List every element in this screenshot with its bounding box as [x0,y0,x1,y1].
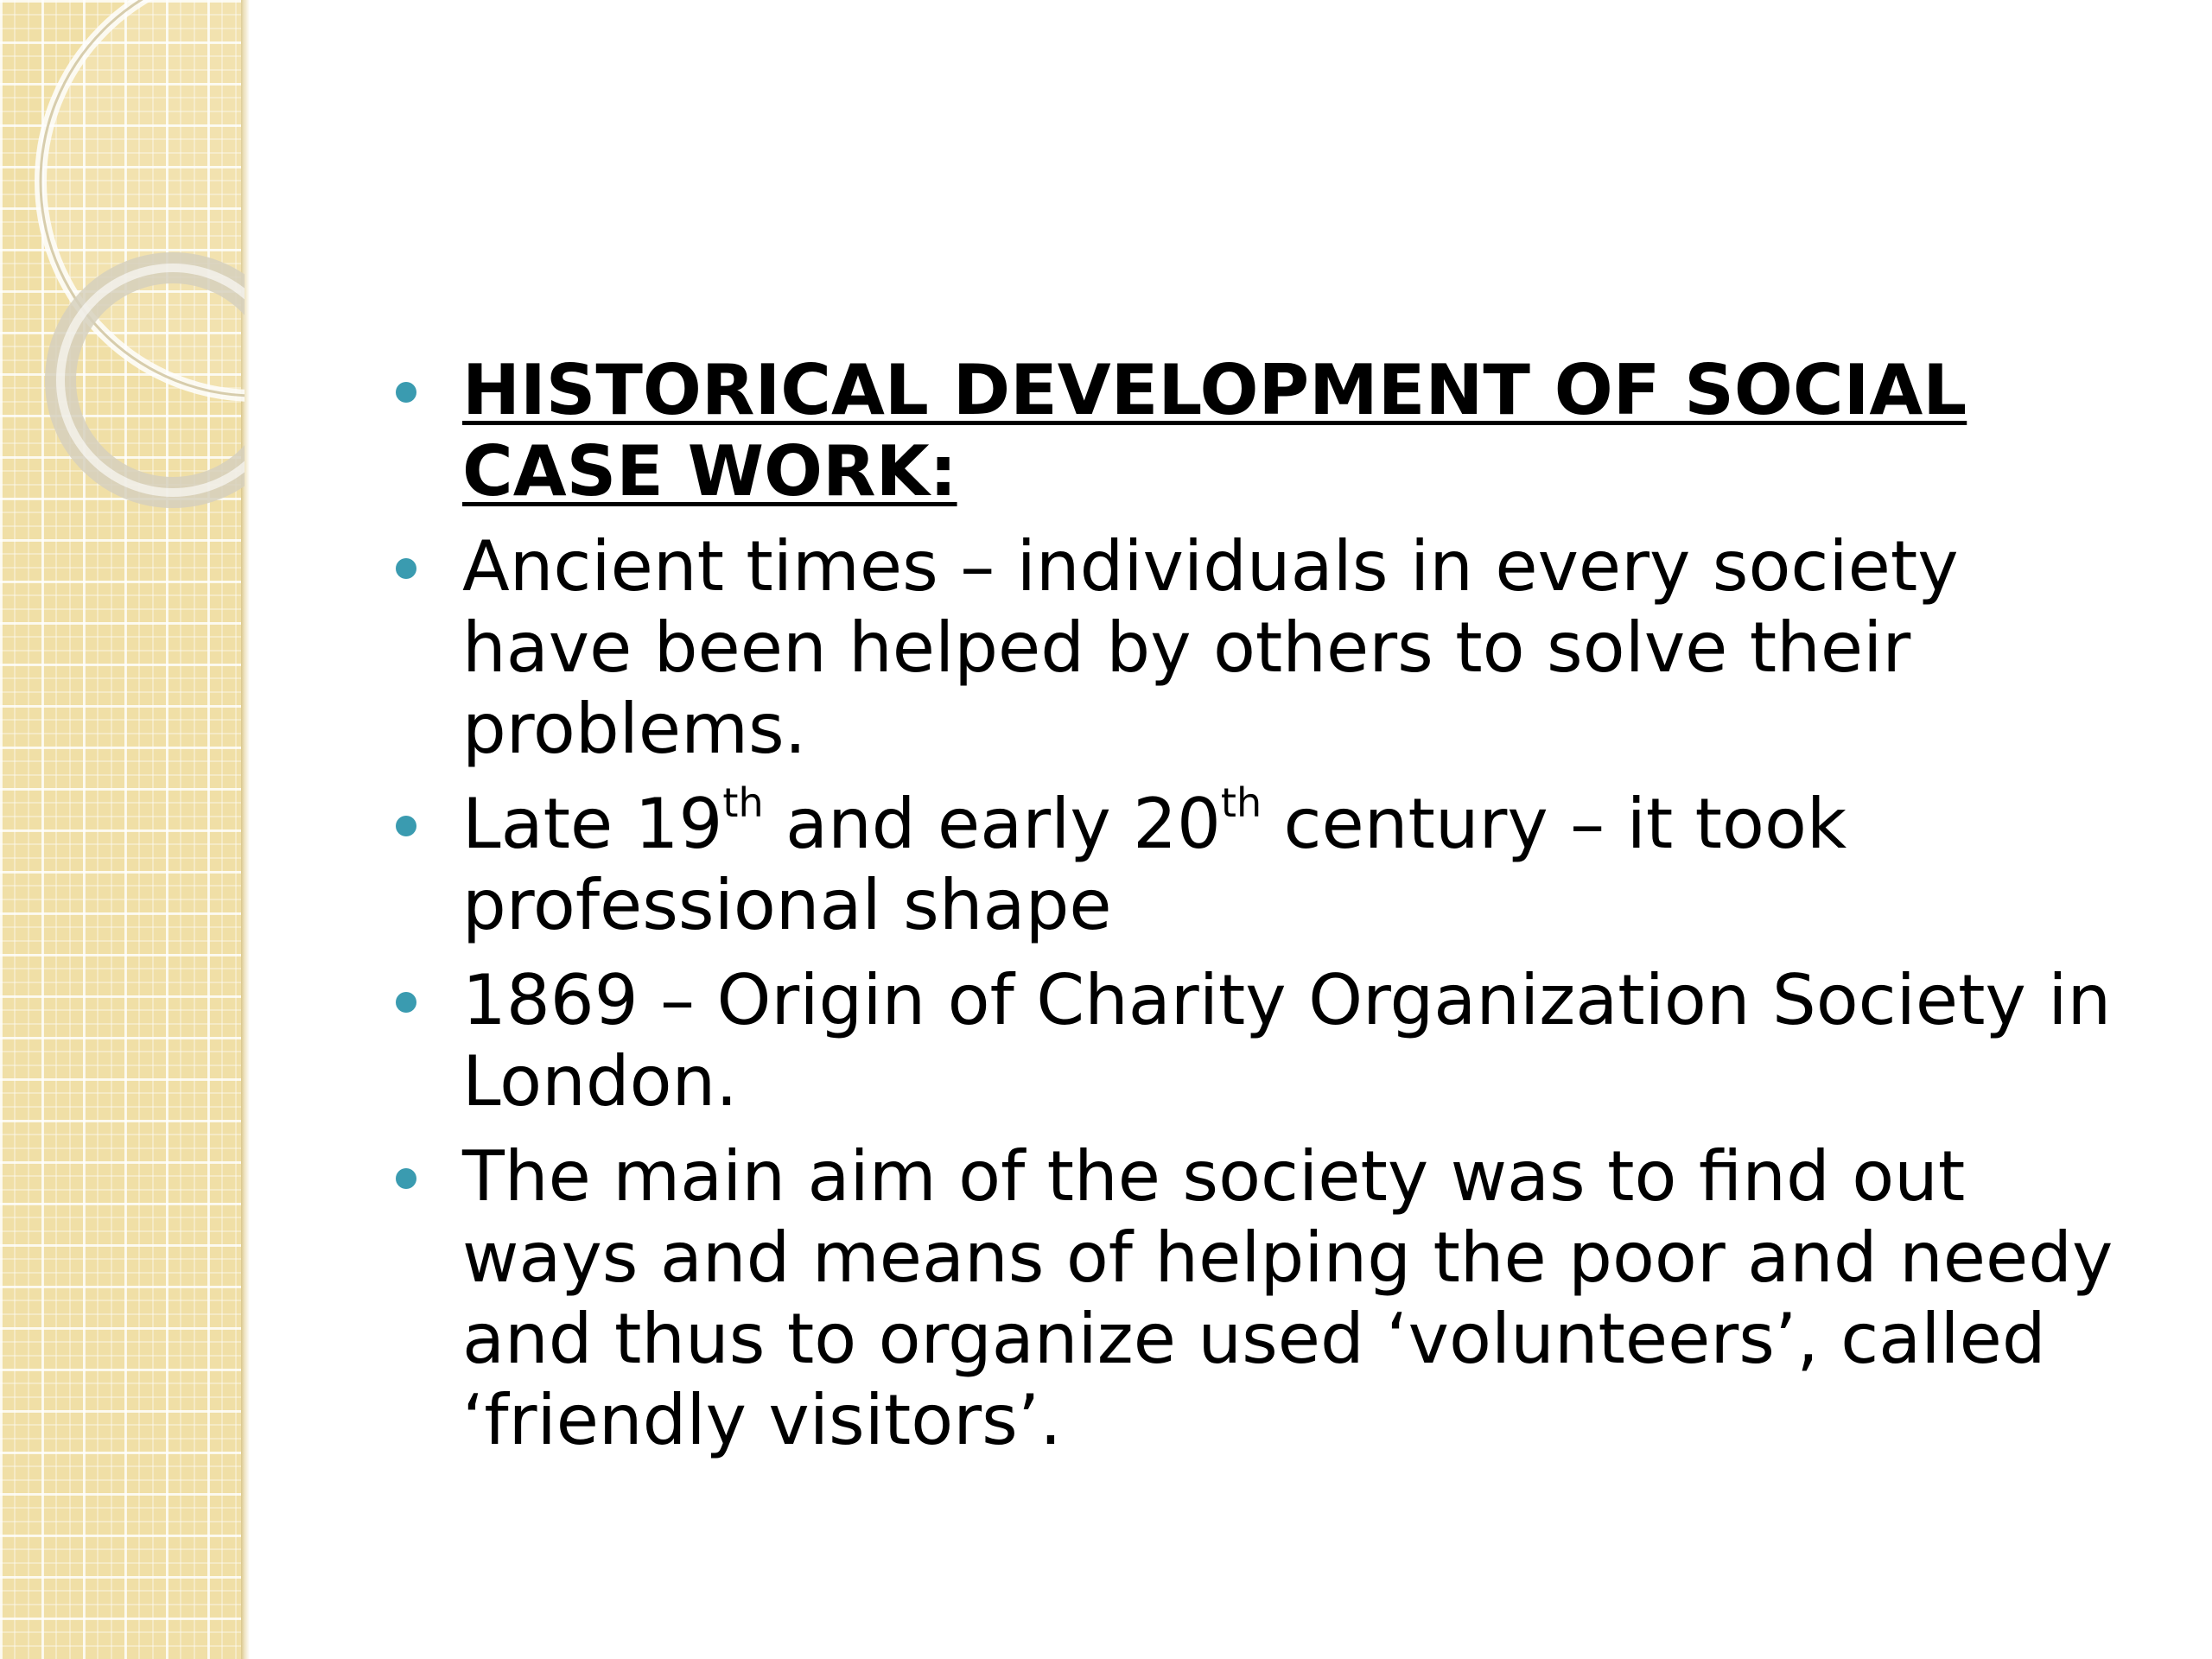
bullet-list [389,350,2143,1461]
bullet-ancient-times [389,526,2143,770]
slide-heading: HISTORICAL DEVELOPMENT OF SOCIAL CASE WORK: [462,350,1967,512]
bullet-dot-icon [396,382,416,403]
bullet-text: 1869 – Origin of Charity Organization Society in London. [462,960,2112,1122]
slide-content [389,350,2143,1475]
decorative-rings [0,0,276,553]
bullet-text: The main aim of the society was to find out ways and means of helping the poor and needy and thus to organize used ‘volunteers’, called ‘friendly visitors’. [462,1136,2113,1460]
bullet-1869 [389,960,2143,1122]
ordinal-superscript: th [722,779,764,827]
bullet-text: Ancient times – individuals in every society have been helped by others to solve their problems. [462,526,1959,769]
bullet-text-part: century – it took professional shape [462,784,1847,945]
bullet-text-part: and early 20 [763,784,1221,864]
bullet-text-part: Late 19 [462,784,723,864]
bullet-late-19th [389,779,2143,946]
bullet-dot-icon [396,816,416,836]
bullet-dot-icon [396,1168,416,1189]
bullet-dot-icon [396,558,416,579]
bullet-main-aim [389,1136,2143,1461]
bullet-dot-icon [396,992,416,1013]
bullet-heading [389,350,2143,512]
ordinal-superscript: th [1220,779,1262,827]
